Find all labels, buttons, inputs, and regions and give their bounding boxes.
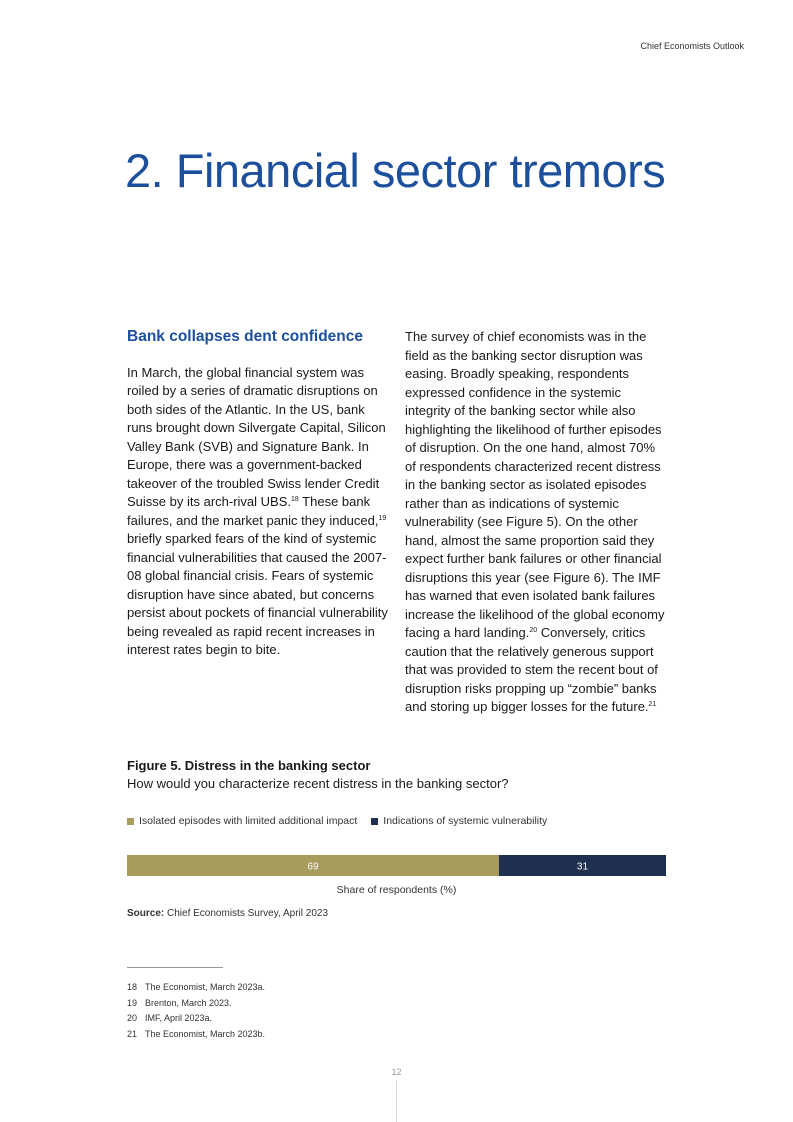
figure-title: Figure 5. Distress in the banking sector bbox=[127, 758, 371, 773]
footnote-19 bbox=[127, 996, 265, 1012]
right-text-1: The survey of chief economists was in the field as the banking sector disruption was easing. Broadly speaking, respondents expressed confidence in the systemic integrity of the banking sector while also highlighting the likelihood of further episodes of disruption. On the one hand, almost 70% of respondents characterized recent distress in the banking sector as isolated episodes rather than as indications of systemic vulnerability (see Figure 5). On the other hand, almost the same proportion said they expect further bank failures or other financial disruptions this year (see Figure 6). The IMF has warned that even isolated bank failures increase the likelihood of the global economy facing a hard landing. bbox=[405, 329, 665, 640]
page-number: 12 bbox=[391, 1067, 402, 1077]
legend-label-isolated: Isolated episodes with limited additional impact bbox=[139, 815, 358, 827]
right-column bbox=[405, 328, 667, 717]
footnote-18 bbox=[127, 980, 265, 996]
page-divider bbox=[396, 1080, 397, 1122]
left-paragraph bbox=[127, 364, 389, 660]
footnote-ref-21: 21 bbox=[648, 701, 657, 708]
chart-svg bbox=[127, 850, 667, 900]
right-paragraph bbox=[405, 328, 667, 717]
footnote-20 bbox=[127, 1011, 265, 1027]
figure-source bbox=[127, 908, 328, 919]
footnote-number: 18 bbox=[127, 982, 138, 992]
figure-subtitle: How would you characterize recent distress in the banking sector? bbox=[127, 776, 509, 791]
left-text-3: briefly sparked fears of the kind of systemic financial vulnerabilities that caused the 2007-08 global financial crisis. Fears of systemic disruption have since abated, but concerns persist about pockets of financial vulnerability being revealed as rapid recent increases in interest rates begin to bite. bbox=[127, 531, 388, 657]
legend-swatch-isolated bbox=[127, 818, 134, 825]
stacked-bar-chart bbox=[127, 850, 667, 910]
legend-swatch-systemic bbox=[371, 818, 378, 825]
footnote-text: The Economist, March 2023a. bbox=[145, 982, 266, 992]
legend-item-isolated bbox=[127, 815, 357, 827]
footnote-number: 21 bbox=[127, 1028, 138, 1039]
left-column bbox=[127, 328, 389, 660]
section-subheading: Bank collapses dent confidence bbox=[127, 328, 364, 345]
footnote-21 bbox=[127, 1027, 265, 1043]
footnote-text: The Economist, March 2023b. bbox=[145, 1028, 266, 1039]
page-title: 2. Financial sector tremors bbox=[125, 144, 666, 197]
source-text: Chief Economists Survey, April 2023 bbox=[164, 908, 329, 919]
footnote-ref-18: 18 bbox=[291, 496, 299, 503]
bar-label-2: 31 bbox=[576, 861, 589, 873]
running-header: Chief Economists Outlook bbox=[640, 41, 744, 51]
footnote-number: 19 bbox=[127, 997, 138, 1008]
legend-label-systemic: Indications of systemic vulnerability bbox=[383, 815, 548, 827]
footnote-ref-19: 19 bbox=[378, 514, 387, 522]
footnotes-list bbox=[127, 980, 265, 1042]
legend-item-systemic bbox=[371, 815, 547, 827]
left-text-1: In March, the global financial system was roiled by a series of dramatic disruptions on both sides of the Atlantic. In the US, bank runs brought down Silvergate Capital, Silicon Valley Bank (SVB) and Signature Bank. In Europe, there was a government-backed takeover of the troubled Swiss lender Credit Suisse by its arch-rival UBS. bbox=[127, 364, 386, 509]
chart-legend bbox=[127, 815, 561, 827]
footnote-divider bbox=[127, 967, 223, 968]
left-text-2: These bank failures, and the market panic they induced, bbox=[127, 494, 379, 528]
bar-label-1: 69 bbox=[307, 861, 319, 873]
footnote-number: 20 bbox=[127, 1013, 138, 1023]
footnote-text: Brenton, March 2023. bbox=[145, 997, 232, 1008]
source-label: Source: bbox=[127, 908, 165, 919]
footnote-text: IMF, April 2023a. bbox=[145, 1013, 213, 1023]
footnote-ref-20: 20 bbox=[529, 627, 538, 634]
x-axis-label: Share of respondents (%) bbox=[336, 884, 457, 896]
right-text-2: Conversely, critics caution that the relatively generous support that was provided to stem the recent bout of disruption risks propping up “zombie” banks and storing up bigger losses for the future. bbox=[405, 625, 658, 714]
